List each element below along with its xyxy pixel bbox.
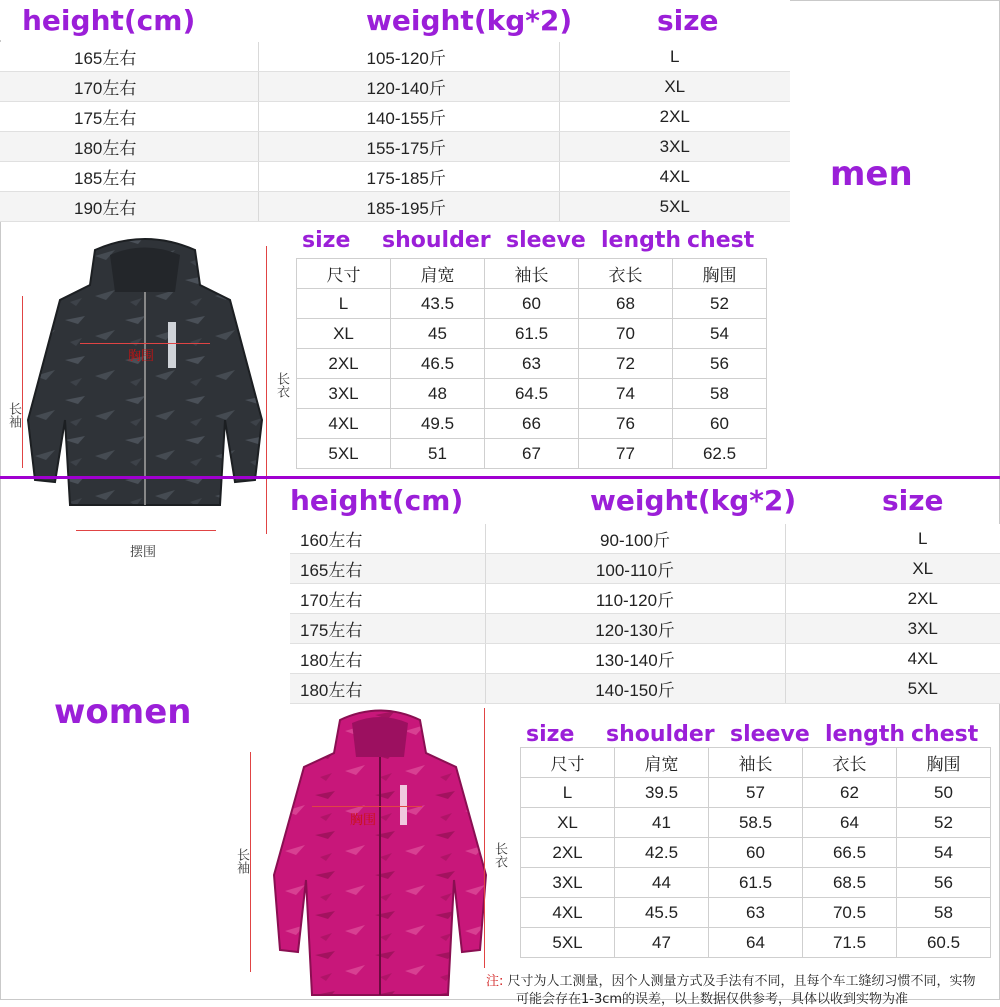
table-cell: 70 (579, 319, 673, 349)
table-cell: L (521, 778, 615, 808)
men-hem-label: 摆围 (130, 545, 157, 560)
table-cell: 64.5 (485, 379, 579, 409)
table-cell: 105-120斤 (258, 42, 559, 72)
table-row (521, 868, 991, 898)
table-cell: 140-150斤 (485, 674, 785, 704)
men-height-header: height(cm) (22, 4, 196, 37)
table-cell: 110-120斤 (485, 584, 785, 614)
table-cell: 62 (803, 778, 897, 808)
women-weight-header: weight(kg*2) (590, 484, 797, 517)
table-cell: 58.5 (709, 808, 803, 838)
table-row (297, 439, 767, 469)
table-cell: 4XL (521, 898, 615, 928)
table-header-cell: 衣长 (803, 748, 897, 778)
table-cell: XL (297, 319, 391, 349)
table-cell: 67 (485, 439, 579, 469)
women-meas-length-header: length (825, 722, 906, 747)
table-header-cell: 尺寸 (521, 748, 615, 778)
table-cell: 185-195斤 (258, 192, 559, 222)
men-hem-guide (76, 530, 216, 531)
table-header-row (521, 748, 991, 778)
men-meas-sleeve-header: sleeve (506, 228, 586, 253)
table-cell: 51 (391, 439, 485, 469)
table-cell: 160左右 (290, 524, 485, 554)
table-cell: XL (785, 554, 1000, 584)
men-size-table (0, 42, 790, 222)
table-row (0, 132, 790, 162)
table-cell: 54 (897, 838, 991, 868)
women-size-header: size (882, 484, 944, 517)
table-row (297, 349, 767, 379)
table-row (290, 674, 1000, 704)
table-cell: 190左右 (0, 192, 258, 222)
women-meas-sleeve-header: sleeve (730, 722, 810, 747)
table-header-cell: 袖长 (485, 259, 579, 289)
table-cell: 41 (615, 808, 709, 838)
table-cell: 45.5 (615, 898, 709, 928)
table-cell: 58 (897, 898, 991, 928)
women-measure-table (520, 747, 991, 958)
table-row (521, 778, 991, 808)
men-length-guide (266, 246, 267, 534)
table-cell: 42.5 (615, 838, 709, 868)
table-cell: 77 (579, 439, 673, 469)
table-cell: 64 (709, 928, 803, 958)
men-chest-guide (80, 343, 210, 344)
men-meas-shoulder-header: shoulder (382, 228, 491, 253)
table-cell: 68 (579, 289, 673, 319)
table-row (290, 614, 1000, 644)
table-cell: 64 (803, 808, 897, 838)
table-cell: 2XL (559, 102, 790, 132)
table-cell: 175左右 (0, 102, 258, 132)
table-row (290, 524, 1000, 554)
table-cell: 170左右 (0, 72, 258, 102)
section-divider (0, 476, 1000, 479)
table-cell: 62.5 (673, 439, 767, 469)
table-cell: 49.5 (391, 409, 485, 439)
table-cell: 48 (391, 379, 485, 409)
women-length-label: 长衣 (492, 842, 507, 868)
table-cell: 60 (709, 838, 803, 868)
table-cell: 70.5 (803, 898, 897, 928)
table-cell: 44 (615, 868, 709, 898)
table-cell: 175-185斤 (258, 162, 559, 192)
note-line1: 尺寸为人工测量，因个人测量方式及手法有不同，且每个车工缝纫习惯不同，实物 (507, 974, 976, 989)
men-meas-chest-header: chest (687, 228, 755, 253)
table-cell: 170左右 (290, 584, 485, 614)
table-cell: 43.5 (391, 289, 485, 319)
table-cell: 68.5 (803, 868, 897, 898)
table-cell: L (297, 289, 391, 319)
women-meas-shoulder-header: shoulder (606, 722, 715, 747)
men-meas-size-header: size (302, 228, 351, 253)
table-cell: 3XL (521, 868, 615, 898)
table-header-row (297, 259, 767, 289)
table-cell: 52 (897, 808, 991, 838)
table-cell: 61.5 (485, 319, 579, 349)
table-cell: 50 (897, 778, 991, 808)
table-cell: XL (521, 808, 615, 838)
men-weight-header: weight(kg*2) (366, 4, 573, 37)
table-header-cell: 胸围 (897, 748, 991, 778)
table-cell: 74 (579, 379, 673, 409)
table-cell: 63 (709, 898, 803, 928)
table-cell: 165左右 (290, 554, 485, 584)
table-cell: 3XL (785, 614, 1000, 644)
table-cell: 2XL (785, 584, 1000, 614)
table-cell: XL (559, 72, 790, 102)
men-label: men (830, 154, 913, 194)
table-cell: 90-100斤 (485, 524, 785, 554)
table-row (0, 102, 790, 132)
table-cell: 4XL (297, 409, 391, 439)
women-meas-size-header: size (526, 722, 575, 747)
table-cell: 155-175斤 (258, 132, 559, 162)
table-cell: 175左右 (290, 614, 485, 644)
women-length-guide (484, 708, 485, 968)
measurement-note-line2 (516, 988, 998, 1007)
women-sleeve-label: 长袖 (234, 848, 249, 874)
table-cell: 5XL (297, 439, 391, 469)
table-row (521, 898, 991, 928)
table-row (0, 162, 790, 192)
women-chest-guide (312, 806, 422, 807)
table-cell: 165左右 (0, 42, 258, 72)
table-cell: 71.5 (803, 928, 897, 958)
table-cell: 5XL (559, 192, 790, 222)
table-row (290, 584, 1000, 614)
table-cell: 58 (673, 379, 767, 409)
table-row (0, 192, 790, 222)
women-size-table (290, 524, 1000, 704)
table-row (521, 838, 991, 868)
men-chest-label: 胸围 (128, 349, 155, 364)
table-cell: 180左右 (290, 674, 485, 704)
table-row (521, 808, 991, 838)
table-cell: 66.5 (803, 838, 897, 868)
table-cell: 46.5 (391, 349, 485, 379)
table-cell: 60 (673, 409, 767, 439)
women-jacket-illustration (250, 705, 520, 995)
men-jacket-icon (0, 230, 290, 560)
women-height-header: height(cm) (290, 484, 464, 517)
table-cell: 130-140斤 (485, 644, 785, 674)
table-header-cell: 尺寸 (297, 259, 391, 289)
table-cell: 3XL (297, 379, 391, 409)
table-cell: 5XL (521, 928, 615, 958)
men-size-header: size (657, 4, 719, 37)
table-header-cell: 袖长 (709, 748, 803, 778)
men-meas-length-header: length (601, 228, 682, 253)
table-row (297, 319, 767, 349)
table-header-cell: 肩宽 (391, 259, 485, 289)
table-cell: 180左右 (0, 132, 258, 162)
men-measure-table (296, 258, 767, 469)
table-cell: L (785, 524, 1000, 554)
table-row (297, 379, 767, 409)
men-length-label: 长衣 (274, 372, 289, 398)
table-cell: 39.5 (615, 778, 709, 808)
table-cell: 60.5 (897, 928, 991, 958)
men-sleeve-label: 长袖 (6, 402, 21, 428)
men-jacket-illustration (0, 230, 290, 560)
table-cell: 4XL (559, 162, 790, 192)
table-header-cell: 胸围 (673, 259, 767, 289)
table-cell: 2XL (521, 838, 615, 868)
table-cell: 56 (673, 349, 767, 379)
note-line2: 可能会存在1-3cm的误差，以上数据仅供参考，具体以收到实物为准 (516, 992, 909, 1007)
table-cell: 63 (485, 349, 579, 379)
table-cell: 76 (579, 409, 673, 439)
women-meas-chest-header: chest (911, 722, 979, 747)
measurement-note (486, 970, 998, 989)
table-cell: 61.5 (709, 868, 803, 898)
table-cell: L (559, 42, 790, 72)
women-label: women (54, 692, 192, 732)
table-cell: 120-140斤 (258, 72, 559, 102)
table-cell: 54 (673, 319, 767, 349)
table-row (0, 42, 790, 72)
table-cell: 72 (579, 349, 673, 379)
table-cell: 52 (673, 289, 767, 319)
table-header-cell: 肩宽 (615, 748, 709, 778)
table-cell: 47 (615, 928, 709, 958)
table-cell: 4XL (785, 644, 1000, 674)
table-cell: 3XL (559, 132, 790, 162)
table-cell: 57 (709, 778, 803, 808)
table-cell: 66 (485, 409, 579, 439)
table-cell: 56 (897, 868, 991, 898)
table-row (290, 644, 1000, 674)
table-cell: 60 (485, 289, 579, 319)
table-cell: 5XL (785, 674, 1000, 704)
women-chest-label: 胸围 (350, 813, 377, 828)
table-cell: 180左右 (290, 644, 485, 674)
women-jacket-icon (250, 705, 520, 995)
table-row (297, 289, 767, 319)
table-cell: 185左右 (0, 162, 258, 192)
table-cell: 2XL (297, 349, 391, 379)
men-sleeve-guide (22, 296, 23, 468)
table-row (297, 409, 767, 439)
table-cell: 140-155斤 (258, 102, 559, 132)
table-row (0, 72, 790, 102)
table-cell: 100-110斤 (485, 554, 785, 584)
table-row (290, 554, 1000, 584)
table-row (521, 928, 991, 958)
table-cell: 45 (391, 319, 485, 349)
table-cell: 120-130斤 (485, 614, 785, 644)
note-prefix: 注: (486, 974, 504, 989)
table-header-cell: 衣长 (579, 259, 673, 289)
